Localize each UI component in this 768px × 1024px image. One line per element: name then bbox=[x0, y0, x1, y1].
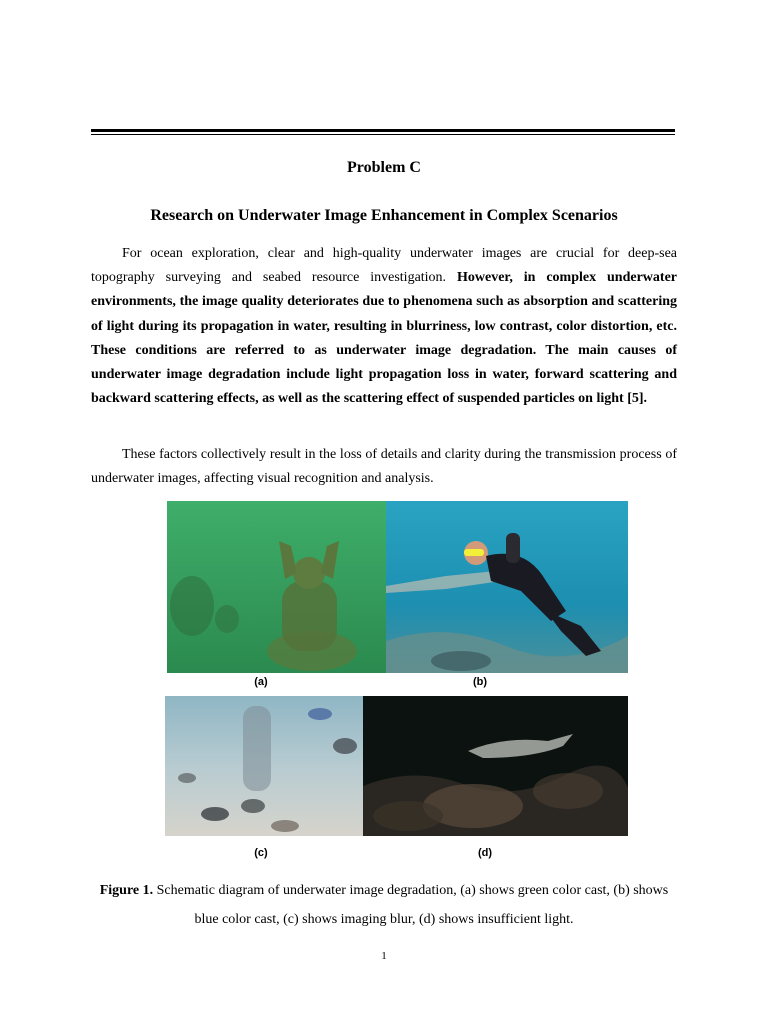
page-number: 1 bbox=[381, 950, 387, 962]
figure-panel-d-label: (d) bbox=[477, 847, 493, 859]
figure-panel-b-label: (b) bbox=[472, 676, 488, 688]
header-rule-thin bbox=[91, 134, 675, 135]
figure-caption-text: Schematic diagram of underwater image degradation, (a) shows green color cast, (b) shows blue color cast, (c) shows imaging blur, (d) shows insufficient light. bbox=[153, 883, 669, 927]
document-title: Research on Underwater Image Enhancement in Complex Scenarios bbox=[150, 207, 618, 224]
intro-bold-text: However, in complex underwater environments, the image quality deteriorates due to phenomena such as absorption and scattering of light during its propagation in water, resulting in blurriness, low contrast, color distortion, etc. These conditions are referred to as underwater image degradation. The main causes of underwater image degradation include light propagation loss in water, forward scattering and backward scattering effects, as well as the scattering effect of suspended particles on light [5]. bbox=[91, 270, 677, 407]
figure-panel-a-label: (a) bbox=[254, 676, 268, 688]
figure-panel-b-image bbox=[386, 501, 628, 673]
figure-panel-a-image bbox=[167, 501, 386, 673]
intro-plain-text: For ocean exploration, clear and high-quality underwater images are crucial for deep-sea topography surveying and seabed resource investigation. bbox=[91, 246, 677, 286]
figure-panel-c-image bbox=[165, 696, 363, 836]
figure-caption bbox=[91, 876, 677, 934]
problem-heading: Problem C bbox=[347, 159, 421, 176]
figure-caption-label: Figure 1. bbox=[99, 883, 154, 898]
factors-paragraph: These factors collectively result in the loss of details and clarity during the transmission process of underwater images, affecting visual recognition and analysis. bbox=[91, 447, 677, 487]
header-rule-thick bbox=[91, 129, 675, 132]
figure-panel-d-image bbox=[363, 696, 628, 836]
intro-paragraph bbox=[91, 242, 677, 411]
figure-panel-c-label: (c) bbox=[254, 847, 268, 859]
